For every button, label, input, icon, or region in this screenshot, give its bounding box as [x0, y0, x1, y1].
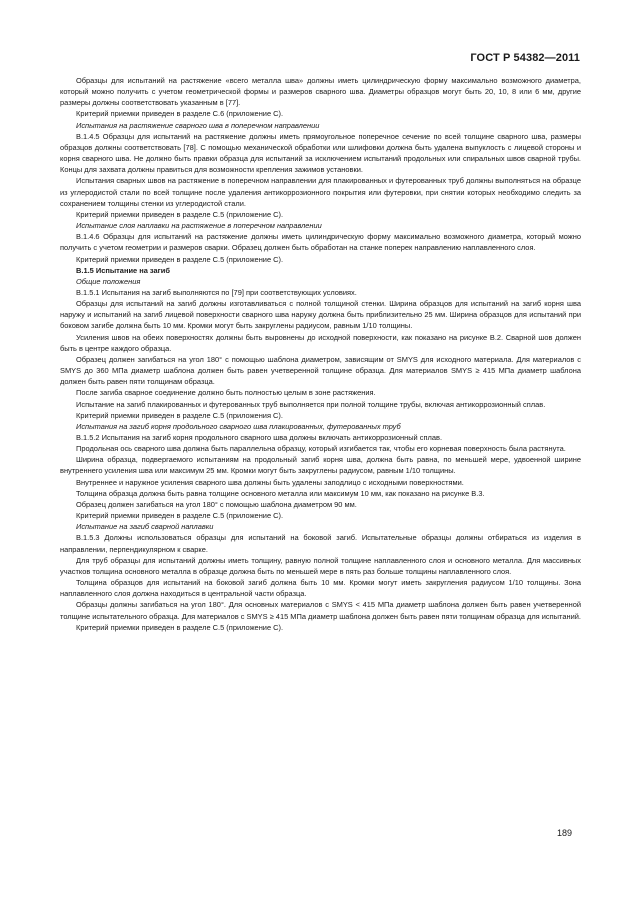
paragraph: Внутреннее и наружное усиления сварного шва должны быть удалены заподлицо с исходными поверхностями. — [76, 477, 464, 487]
paragraph: В.1.5.2 Испытания на загиб корня продольного сварного шва должны включать антикоррозионный сплав. — [76, 433, 443, 442]
paragraph: Продольная ось сварного шва должна быть параллельна образцу, который изгибается так, чтобы его корневая поверхность была растянута. — [76, 444, 566, 454]
paragraph: Критерий приемки приведен в разделе С.5 (приложение С). — [76, 254, 284, 264]
paragraph: Образцы для испытаний на растяжение «всего металла шва» должны иметь цилиндрическую форму максимально возможного диаметра, который можно получить с учетом геометрической формы и размеров сварного шва. Диаметры образцов могут быть 20, 10, 8 или 6 мм, другие размеры должны соответствовать указанным в [77]. — [60, 76, 581, 108]
paragraph: Критерий приемки приведен в разделе С.5 (приложения С). — [76, 410, 283, 420]
paragraph: Толщина образца должна быть равна толщине основного металла или максимум 10 мм, как показано на рисунке В.3. — [76, 488, 485, 498]
paragraph: Испытание на загиб плакированных и футерованных труб выполняется при полной толщине трубы, включая антикоррозионный сплав. — [76, 399, 546, 409]
paragraph: Образцы для испытаний на загиб должны изготавливаться с полной толщиной стенки. Ширина образцов для испытаний на загиб корня шва наружу и испытаний на загиб лицевой поверхности сварного шва наружу должна быть приблизительно 25 мм. Ширина образцов для испытаний при боковом загибе должна быть 10 мм. Кромки могут быть закруглены радиусом, равным 1/10 толщины. — [60, 299, 581, 331]
paragraph: Критерий приемки приведен в разделе С.6 (приложение С). — [76, 109, 284, 119]
paragraph: После загиба сварное соединение должно быть полностью целым в зоне растяжения. — [76, 388, 376, 398]
subsection-heading: Испытание на загиб сварной наплавки — [76, 522, 214, 532]
paragraph: Образец должен загибаться на угол 180° с помощью шаблона диаметром, зависящим от SMYS для исходного материала. Для материалов с SMYS до 360 МПа диаметр шаблона должен быть равен учетверенной толщине образца. Для материалов SMYS ≥ 415 МПа диаметр шаблона должен быть равен пяти толщинам образца. — [60, 354, 581, 387]
page-number: 189 — [556, 828, 572, 838]
paragraph: Испытания сварных швов на растяжение в поперечном направлении для плакированных и футерованных труб должны выполняться на образце из углеродистой стали по всей толщине после удаления антикоррозионного покрытия или футеровки, при снятии которых необходимо следить за сохранением толщины стенки из углеродистой стали. — [60, 176, 581, 208]
paragraph: Толщина образцов для испытаний на боковой загиб должна быть 10 мм. Кромки могут иметь закругления радиусом 1/10 толщины. Зона наплавленного слоя должна находиться в центральной части образца. — [60, 578, 581, 599]
standard-header: ГОСТ Р 54382—2011 — [470, 52, 580, 64]
paragraph: Критерий приемки приведен в разделе С.5 (приложение С). — [76, 622, 284, 632]
paragraph: Критерий приемки приведен в разделе С.5 (приложение С). — [76, 209, 284, 219]
paragraph: В.1.5.3 Должны использоваться образцы для испытаний на боковой загиб. Испытательные образцы должны отбираться из изделия в направлении, перпендикулярном к сварке. — [60, 533, 581, 554]
subsection-heading: Общие положения — [76, 276, 141, 286]
subsection-heading: Испытание слоя наплавки на растяжение в поперечном направлении — [76, 221, 322, 231]
paragraph: Образец должен загибаться на угол 180° с помощью шаблона диаметром 90 мм. — [76, 499, 357, 509]
paragraph: В.1.5.1 Испытания на загиб выполняются по [79] при соответствующих условиях. — [76, 287, 357, 297]
subsection-heading: Испытания на загиб корня продольного сварного шва плакированных, футерованных труб — [76, 421, 401, 431]
paragraph: В.1.4.6 Образцы для испытаний на растяжение должны иметь цилиндрическую форму максимально возможного диаметра, который можно получить с учетом геометрии и размеров сварки. Образец должен быть обработан на станке поперек направлению наплавленного слоя. — [60, 232, 581, 253]
paragraph: Усиления швов на обеих поверхностях должны быть выровнены до исходной поверхности, как показано на рисунке В.2. Сварной шов должен быть в центре каждого образца. — [60, 332, 581, 353]
paragraph: Для труб образцы для испытаний должны иметь толщину, равную полной толщине наплавленного слоя и основного металла. Для массивных участков толщина основного металла в образце должна быть по меньшей мере в пять раз больше толщины наплавленного слоя. — [60, 555, 581, 576]
paragraph: Критерий приемки приведен в разделе С.5 (приложение С). — [76, 511, 284, 521]
document-body — [60, 75, 581, 633]
paragraph: Образцы должны загибаться на угол 180°. Для основных материалов с SMYS < 415 МПа диаметр шаблона должен быть равен учетверенной толщине испытательного образца. Для материалов с SMYS ≥ 415 МПа диаметр шаблона должен быть равен пяти толщинам образца для испытаний. — [60, 600, 581, 621]
section-heading: В.1.5 Испытание на загиб — [76, 265, 170, 275]
subsection-heading: Испытания на растяжение сварного шва в поперечном направлении — [76, 120, 320, 130]
paragraph: Ширина образца, подвергаемого испытаниям на продольный загиб корня шва, должна быть равна, по меньшей мере, удвоенной ширине внутреннего усиления шва или максимум 25 мм. Кромки могут быть закруглены радиусом, равным 1/10 толщины. — [60, 455, 581, 476]
paragraph: В.1.4.5 Образцы для испытаний на растяжение должны иметь прямоугольное поперечное сечение по всей толщине сварного шва, размеры образцов должны соответствовать [78]. С помощью механической обработки или шлифовки должна быть удалена выпуклость с лицевой стороны и корня сварного шва. Не должно быть правки образца для испытаний за исключением испытаний продольных или спиральных швов сварной трубы. Концы для захвата должны правиться для возможности крепления зажимов установки. — [60, 131, 581, 175]
